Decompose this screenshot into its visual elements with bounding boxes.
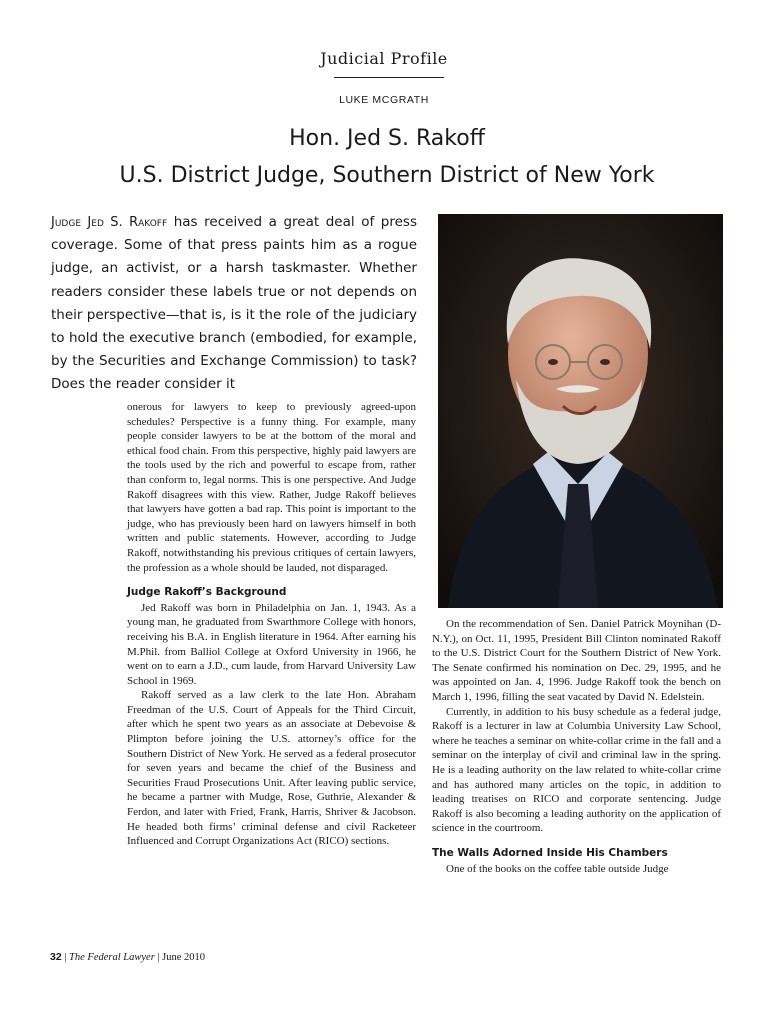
paragraph: Jed Rakoff was born in Philadelphia on Jan. 1, 1943. As a young man, he graduated from Swarthmore College with honors, receiving his B.A. in English literature in 1964. After earning his M.Phil. from Balliol College at Oxford University in 1966, he went on to earn a J.D., cum laude, from Harvard University Law School in 1969. (127, 601, 416, 687)
article-column-right (432, 617, 721, 876)
paragraph: On the recommendation of Sen. Daniel Patrick Moynihan (D-N.Y.), on Oct. 11, 1995, President Bill Clinton nominated Rakoff to the U.S. District Court for the Southern District of New York. The Senate confirmed his nomination on Dec. 29, 1995, and he was appointed on Jan. 4, 1996. Judge Rakoff took the bench on March 1, 1996, filling the seat vacated by David N. Edelstein. (432, 618, 721, 703)
portrait-illustration (438, 214, 723, 608)
intro-paragraph: onerous for lawyers to keep to previously agreed-upon schedules? Perspective is a funny thing. For example, many people consider lawyers to be at the bottom of the moral and ethical food chain. From this perspective, highly paid lawyers are the tools used by the rich and powerful to escape from, rather than conform to, legal norms. This is one perspective. And Judge Rakoff disagrees with this view. Rather, Judge Rakoff believes that lawyers have gotten a bad rap. This point is important to the judge, who has previously been hard on lawyers himself in both written and public statements. However, according to Judge Rakoff, notwithstanding his previous critiques of certain lawyers, the profession as a whole should be lauded, not disparaged. (127, 401, 416, 574)
article-column-left (127, 400, 416, 849)
lead-name: Judge Jed S. Rakoff (51, 215, 168, 230)
magazine-name: The Federal Lawyer (69, 952, 155, 963)
paragraph: Rakoff served as a law clerk to the late Hon. Abraham Freedman of the U.S. Court of Appeals for the Third Circuit, after which he spent two years as an associate at Debevoise & Plimpton before joining the U.S. attorney’s office for the Southern District of New York. He served as a federal prosecutor for seven years and became the chief of the Business and Securities Fraud Prosecutions Unit. After leaving public service, he became a partner with Mudge, Rose, Guthrie, Alexander & Ferdon, and later with Fried, Frank, Harris, Shriver & Jacobson. He headed both firms’ criminal defense and civil Racketeer Influenced and Corrupt Organizations Act (RICO) sections. (127, 689, 416, 848)
judge-portrait-photo (438, 214, 723, 608)
page-number: 32 (50, 951, 62, 963)
page-footer (50, 951, 205, 963)
footer-separator: | (61, 952, 70, 963)
section-heading-chambers: The Walls Adorned Inside His Chambers (432, 846, 668, 859)
paragraph: Currently, in addition to his busy schedule as a federal judge, Rakoff is a lecturer in law at Columbia University Law School, where he teaches a seminar on white-collar crime in the fall and a seminar on the interplay of civil and criminal law in the spring. He is a leading authority on the law related to white-collar crime and has authored many articles on the topic, in addition to leading treatises on RICO and corporate sentencing. Judge Rakoff is also becoming a leading authority on the application of science in the courtroom. (432, 705, 721, 835)
section-heading-background: Judge Rakoff’s Background (127, 586, 287, 599)
section-divider (334, 77, 444, 78)
article-subtitle: U.S. District Judge, Southern District of New York (119, 163, 655, 188)
article-title: Hon. Jed S. Rakoff (289, 126, 485, 151)
section-label: Judicial Profile (320, 49, 448, 68)
footer-separator: | (154, 952, 163, 963)
author-byline: LUKE MCGRATH (339, 94, 429, 106)
lead-paragraph (51, 211, 417, 397)
issue-date: June 2010 (162, 952, 206, 963)
paragraph: One of the books on the coffee table outside Judge (446, 862, 669, 875)
lead-text: has received a great deal of press coverage. Some of that press paints him as a rogue judge, an activist, or a harsh taskmaster. Whether readers consider these labels true or not depends on their perspective—that is, is it the role of the judiciary to hold the executive branch (embodied, for example, by the Securities and Exchange Commission) to task? Does the reader consider it (51, 214, 417, 393)
